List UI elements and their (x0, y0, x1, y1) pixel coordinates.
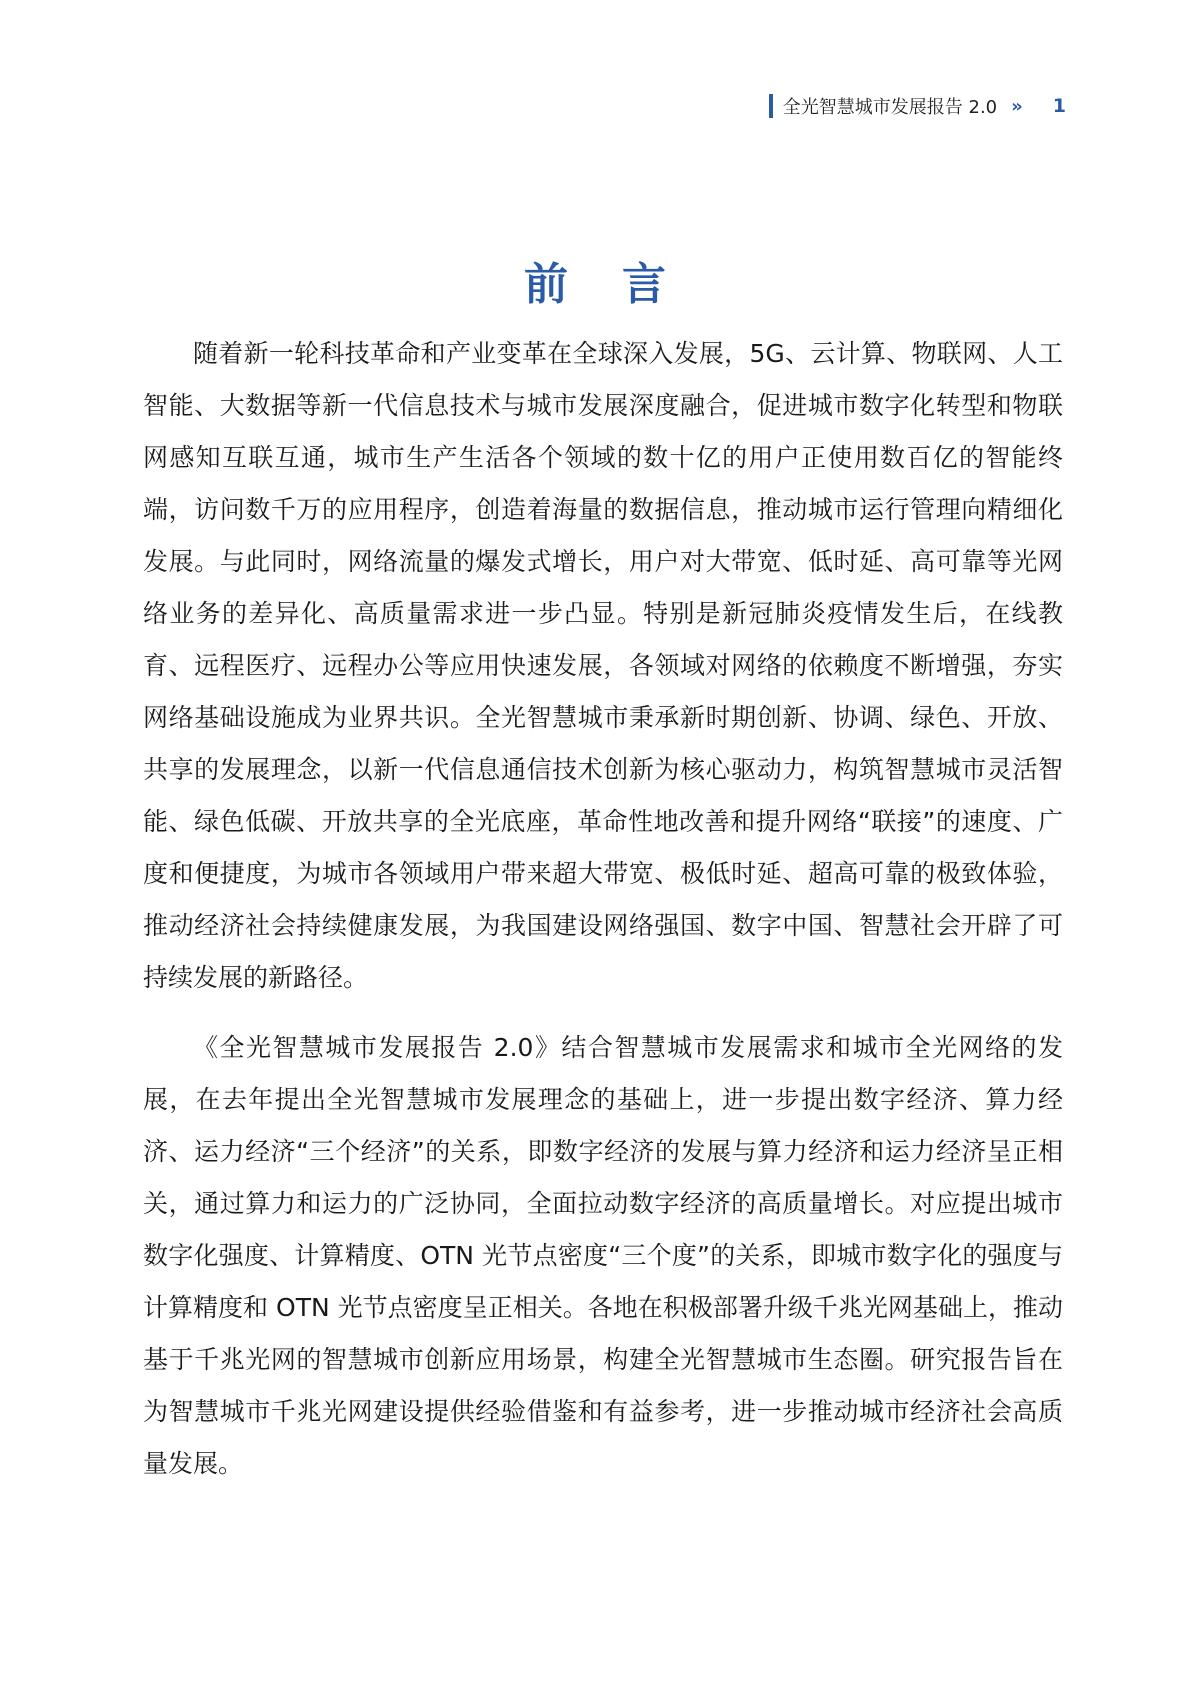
body-text (143, 328, 1063, 1490)
page-number: 1 (1052, 95, 1066, 117)
paragraph-2: 《全光智慧城市发展报告 2.0》结合智慧城市发展需求和城市全光网络的发展，在去年提出全光智慧城市发展理念的基础上，进一步提出数字经济、算力经济、运力经济“三个经济”的关系，即数字经济的发展与算力经济和运力经济呈正相关，通过算力和运力的广泛协同，全面拉动数字经济的高质量增长。对应提出城市数字化强度、计算精度、OTN 光节点密度“三个度”的关系，即城市数字化的强度与计算精度和 OTN 光节点密度呈正相关。各地在积极部署升级千兆光网基础上，推动基于千兆光网的智慧城市创新应用场景，构建全光智慧城市生态圈。研究报告旨在为智慧城市千兆光网建设提供经验借鉴和有益参考，进一步推动城市经济社会高质量发展。 (143, 1033, 1063, 1478)
paragraph-1: 随着新一轮科技革命和产业变革在全球深入发展，5G、云计算、物联网、人工智能、大数据等新一代信息技术与城市发展深度融合，促进城市数字化转型和物联网感知互联互通，城市生产生活各个领域的数十亿的用户正使用数百亿的智能终端，访问数千万的应用程序，创造着海量的数据信息，推动城市运行管理向精细化发展。与此同时，网络流量的爆发式增长，用户对大带宽、低时延、高可靠等光网络业务的差异化、高质量需求进一步凸显。特别是新冠肺炎疫情发生后，在线教育、远程医疗、远程办公等应用快速发展，各领域对网络的依赖度不断增强，夯实网络基础设施成为业界共识。全光智慧城市秉承新时期创新、协调、绿色、开放、共享的发展理念，以新一代信息通信技术创新为核心驱动力，构筑智慧城市灵活智能、绿色低碳、开放共享的全光底座，革命性地改善和提升网络“联接”的速度、广度和便捷度，为城市各领域用户带来超大带宽、极低时延、超高可靠的极致体验，推动经济社会持续健康发展，为我国建设网络强国、数字中国、智慧社会开辟了可持续发展的新路径。 (143, 339, 1063, 992)
double-chevron-icon: » (1011, 95, 1023, 117)
running-title: 全光智慧城市发展报告 2.0 (782, 97, 998, 118)
page-title: 前言 (524, 259, 720, 310)
running-header (769, 92, 1066, 120)
header-accent-bar (769, 94, 773, 118)
